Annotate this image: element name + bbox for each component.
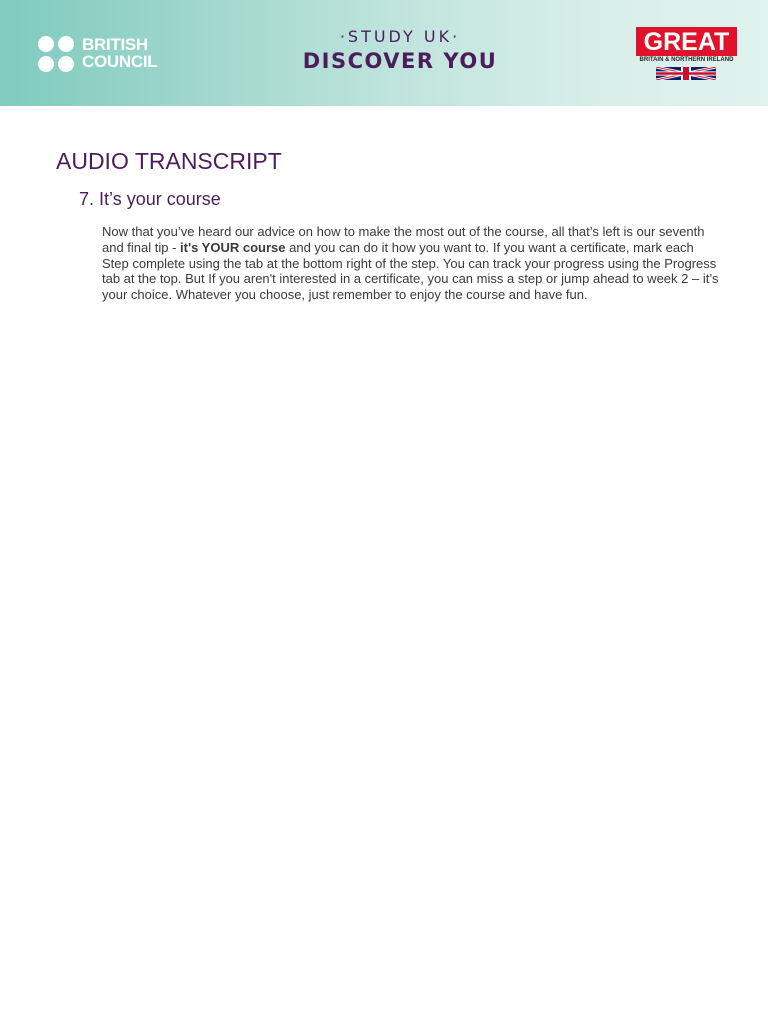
british-council-line1: BRITISH (82, 35, 148, 54)
great-subtitle: BRITAIN & NORTHERN IRELAND (639, 57, 734, 63)
header-banner (0, 0, 768, 106)
section-heading: 7. It’s your course (79, 189, 221, 209)
paragraph-emphasis: it's YOUR course (180, 239, 286, 255)
discover-you-label: DISCOVER YOU (302, 49, 498, 73)
transcript-paragraph (102, 224, 722, 303)
paragraph-lead: Now that you’ve heard our advice on how to make the most out of the course, all that’s left is our seventh and final tip - (102, 224, 705, 255)
study-uk-label: ·STUDY UK· (339, 27, 461, 46)
great-wordmark: GREAT (643, 28, 730, 56)
great-logo (636, 27, 737, 56)
british-council-logo (38, 35, 178, 75)
four-dots-icon (38, 36, 74, 72)
document-title: AUDIO TRANSCRIPT (56, 148, 282, 174)
union-jack-flag-icon (656, 67, 716, 80)
british-council-line2: COUNCIL (82, 52, 158, 71)
paragraph-rest: and you can do it how you want to. If you want a certificate, mark each Step complete using the tab at the bottom right of the step. You can track your progress using the Progress tab at the top. But If you aren't interested in a certificate, you can miss a step or jump ahead to week 2 – it’s your choice. Whatever you choose, just remember to enjoy the course and have fun. (102, 239, 719, 303)
british-council-wordmark (82, 36, 157, 70)
